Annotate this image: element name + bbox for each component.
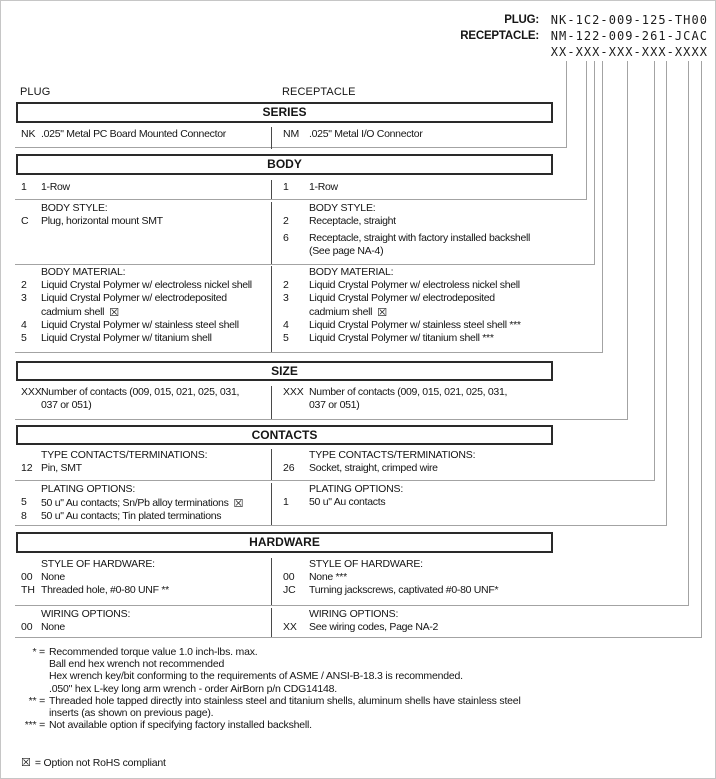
option-desc: Receptacle, straight	[309, 215, 396, 227]
option-desc: 1-Row	[309, 181, 338, 193]
option-code: JC	[283, 584, 296, 596]
hardware-wiring-receptacle	[271, 608, 561, 634]
option-code: XXX	[283, 386, 304, 398]
option-desc: Turning jackscrews, captivated #0-80 UNF*	[309, 584, 499, 596]
option-desc: Liquid Crystal Polymer w/ titanium shell ***	[309, 332, 494, 344]
size-receptacle	[271, 386, 561, 412]
footnote-text: Not available option if specifying factory installed backshell.	[49, 719, 312, 732]
option-desc: 50 u" Au contacts	[309, 496, 386, 508]
option-desc: Liquid Crystal Polymer w/ electroless nickel shell	[309, 279, 520, 291]
block-header: TYPE CONTACTS/TERMINATIONS:	[41, 449, 208, 461]
not-rohs-icon: ☒	[233, 496, 244, 510]
option-code: 5	[21, 332, 27, 344]
option-desc: Liquid Crystal Polymer w/ stainless steel shell ***	[309, 319, 521, 331]
block-header: WIRING OPTIONS:	[41, 608, 131, 620]
contacts-type-plug	[15, 449, 271, 475]
option-code: 1	[21, 181, 27, 193]
option-code: XXX	[21, 386, 42, 398]
block-header: STYLE OF HARDWARE:	[309, 558, 423, 570]
plug-part-number-value: NK-1C2-009-125-TH00	[550, 13, 708, 27]
plug-part-number-label: PLUG:	[504, 14, 539, 26]
body-style-receptacle	[271, 202, 561, 258]
block-header: BODY STYLE:	[309, 202, 376, 214]
option-code: 4	[283, 319, 289, 331]
option-desc: Receptacle, straight with factory installed backshell (See page NA-4)	[309, 232, 531, 257]
footnote-text: Ball end hex wrench not recommended	[49, 658, 225, 671]
body-row-receptacle	[271, 181, 561, 194]
body-material-plug	[15, 266, 271, 345]
footnote-marker	[15, 658, 45, 670]
footnote-text: inserts (as shown on previous page).	[49, 707, 214, 720]
block-header: BODY MATERIAL:	[309, 266, 394, 278]
option-desc: 50 u" Au contacts; Tin plated terminations	[41, 510, 222, 522]
footnote-text: Recommended torque value 1.0 inch-lbs. max.	[49, 646, 258, 658]
body-material-receptacle	[271, 266, 561, 345]
option-code: NK	[21, 128, 36, 140]
series-plug-option	[15, 128, 271, 141]
option-desc: 50 u" Au contacts; Sn/Pb alloy terminations ☒	[41, 496, 244, 510]
footnote-marker: *** =	[24, 719, 45, 732]
body-style-plug	[15, 202, 271, 228]
option-desc: Liquid Crystal Polymer w/ titanium shell	[41, 332, 212, 344]
option-desc: Socket, straight, crimped wire	[309, 462, 438, 474]
hardware-style-receptacle	[271, 558, 561, 597]
block-header: PLATING OPTIONS:	[309, 483, 404, 495]
option-code: 00	[21, 621, 33, 633]
footnote-marker: * =	[32, 646, 45, 658]
block-header: PLATING OPTIONS:	[41, 483, 136, 495]
block-header: BODY STYLE:	[41, 202, 108, 214]
plug-column-label: PLUG	[20, 86, 51, 98]
block-header: TYPE CONTACTS/TERMINATIONS:	[309, 449, 476, 461]
option-code: TH	[21, 584, 35, 596]
size-section-header: SIZE	[16, 361, 553, 381]
footnote-marker	[15, 707, 45, 719]
option-code: 1	[283, 496, 289, 508]
size-plug	[15, 386, 271, 412]
not-rohs-icon: ☒	[377, 305, 388, 319]
footnotes	[15, 646, 705, 731]
contacts-section-header: CONTACTS	[16, 425, 553, 445]
part-number-mask: XX-XXX-XXX-XXX-XXXX	[550, 45, 708, 59]
series-section-header: SERIES	[16, 102, 553, 123]
option-desc: 1-Row	[41, 181, 70, 193]
option-code: 2	[21, 279, 27, 291]
option-code: XX	[283, 621, 297, 633]
option-code: 1	[283, 181, 289, 193]
option-code: 26	[283, 462, 295, 474]
option-desc: Liquid Crystal Polymer w/ electrodeposited cadmium shell ☒	[309, 292, 495, 319]
body-section-header: BODY	[16, 154, 553, 175]
footnote-marker	[15, 683, 45, 695]
series-receptacle-option	[271, 128, 561, 141]
block-header: BODY MATERIAL:	[41, 266, 126, 278]
contacts-type-receptacle	[271, 449, 561, 475]
option-code: 3	[283, 292, 289, 304]
block-header: STYLE OF HARDWARE:	[41, 558, 155, 570]
option-desc: None	[41, 571, 65, 583]
receptacle-column-label: RECEPTACLE	[282, 86, 356, 98]
option-code: 8	[21, 510, 27, 522]
rohs-legend	[21, 756, 166, 769]
footnote-text: Hex wrench key/bit conforming to the requirements of ASME / ANSI-B-18.3 is recommended.	[49, 670, 463, 683]
option-code: 3	[21, 292, 27, 304]
not-rohs-icon: ☒	[21, 756, 31, 769]
option-desc: See wiring codes, Page NA-2	[309, 621, 439, 633]
option-desc: Liquid Crystal Polymer w/ stainless steel shell	[41, 319, 239, 331]
option-code: NM	[283, 128, 300, 140]
hardware-wiring-plug	[15, 608, 271, 634]
option-code: 2	[283, 215, 289, 227]
hardware-section-header: HARDWARE	[16, 532, 553, 553]
option-code: 12	[21, 462, 33, 474]
footnote-text: .050" hex L-key long arm wrench - order AirBorn p/n CDG14148.	[49, 682, 338, 695]
option-desc: Number of contacts (009, 015, 021, 025, 031, 037 or 051)	[41, 386, 240, 411]
not-rohs-icon: ☒	[109, 305, 120, 319]
option-desc: Liquid Crystal Polymer w/ electroless nickel shell	[41, 279, 252, 291]
option-code: 4	[21, 319, 27, 331]
option-desc: Threaded hole, #0-80 UNF **	[41, 584, 169, 596]
hardware-style-plug	[15, 558, 271, 597]
option-code: C	[21, 215, 29, 227]
contacts-plating-plug	[15, 483, 271, 523]
option-desc: Liquid Crystal Polymer w/ electrodeposited cadmium shell ☒	[41, 292, 227, 319]
receptacle-part-number-value: NM-122-009-261-JCAC	[550, 29, 708, 43]
option-desc: None ***	[309, 571, 347, 583]
option-code: 5	[21, 496, 27, 508]
body-row-plug	[15, 181, 271, 194]
contacts-plating-receptacle	[271, 483, 561, 509]
footnote-text: Threaded hole tapped directly into stainless steel and titanium shells, aluminum shells have stainless steel	[49, 694, 521, 707]
receptacle-part-number-label: RECEPTACLE:	[460, 30, 539, 42]
option-desc: Plug, horizontal mount SMT	[41, 215, 163, 227]
option-code: 5	[283, 332, 289, 344]
option-code: 00	[283, 571, 295, 583]
option-desc: .025" Metal PC Board Mounted Connector	[41, 128, 226, 140]
option-code: 00	[21, 571, 33, 583]
option-code: 2	[283, 279, 289, 291]
block-header: WIRING OPTIONS:	[309, 608, 399, 620]
option-code: 6	[283, 232, 289, 244]
option-desc: Pin, SMT	[41, 462, 82, 474]
rohs-legend-text: = Option not RoHS compliant	[34, 756, 166, 769]
option-desc: .025" Metal I/O Connector	[309, 128, 423, 140]
option-desc: None	[41, 621, 65, 633]
footnote-marker	[15, 670, 45, 682]
option-desc: Number of contacts (009, 015, 021, 025, 031, 037 or 051)	[309, 386, 508, 411]
footnote-marker: ** =	[28, 694, 45, 707]
